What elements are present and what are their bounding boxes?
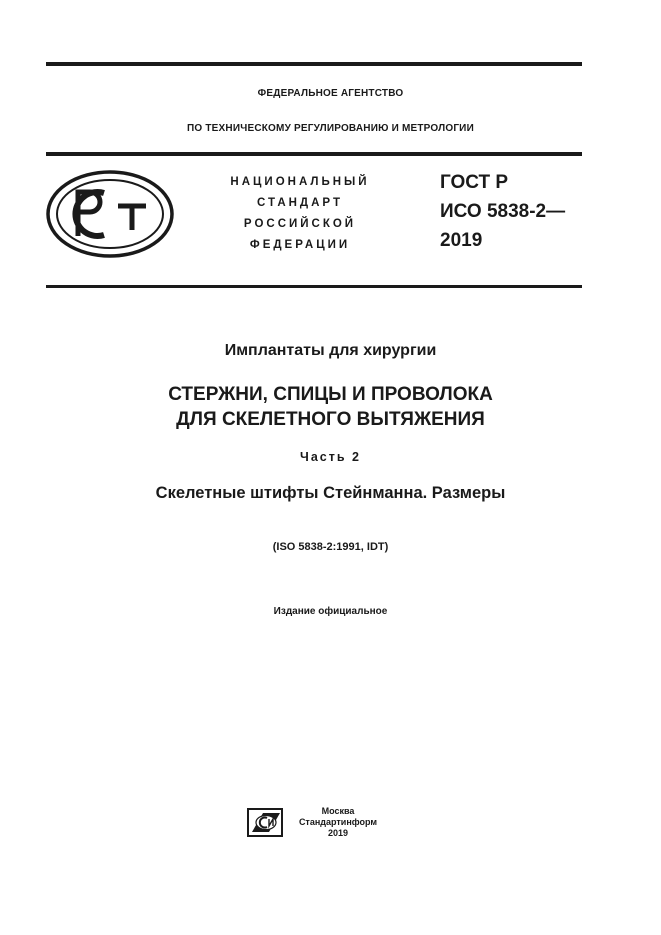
document-part: Часть 2 <box>300 450 361 464</box>
publisher-year: 2019 <box>327 828 349 838</box>
publisher-info <box>296 806 380 839</box>
iso-reference: (ISO 5838-2:1991, IDT) <box>272 541 389 553</box>
document-subject: Имплантаты для хирургии <box>224 342 437 359</box>
national-standard-label <box>205 172 395 256</box>
national-standard-line: ФЕДЕРАЦИИ <box>249 239 351 251</box>
edition-label: Издание официальное <box>273 606 388 617</box>
standard-designation <box>440 168 565 255</box>
top-rule <box>46 62 582 66</box>
agency-line-2: ПО ТЕХНИЧЕСКОМУ РЕГУЛИРОВАНИЮ И МЕТРОЛОГИИ <box>187 123 474 134</box>
national-standard-line: РОССИЙСКОЙ <box>243 218 357 230</box>
national-standard-line: НАЦИОНАЛЬНЫЙ <box>230 176 370 188</box>
lower-rule <box>46 285 582 288</box>
title-line: СТЕРЖНИ, СПИЦЫ И ПРОВОЛОКА <box>168 384 493 405</box>
document-subtitle: Скелетные штифты Стейнманна. Размеры <box>155 484 506 502</box>
title-line: ДЛЯ СКЕЛЕТНОГО ВЫТЯЖЕНИЯ <box>176 409 485 430</box>
document-title <box>0 382 661 432</box>
designation-line: ИСО 5838-2— <box>440 201 566 222</box>
rst-certification-logo-icon <box>46 170 174 258</box>
designation-line: ГОСТ Р <box>440 172 509 193</box>
national-standard-line: СТАНДАРТ <box>257 197 343 209</box>
agency-line-1: ФЕДЕРАЛЬНОЕ АГЕНТСТВО <box>257 88 404 99</box>
designation-line: 2019 <box>440 230 483 251</box>
standartinform-logo-icon <box>247 806 285 839</box>
publisher-city: Москва <box>321 806 355 816</box>
middle-rule <box>46 152 582 156</box>
publisher-name: Стандартинформ <box>298 817 378 827</box>
